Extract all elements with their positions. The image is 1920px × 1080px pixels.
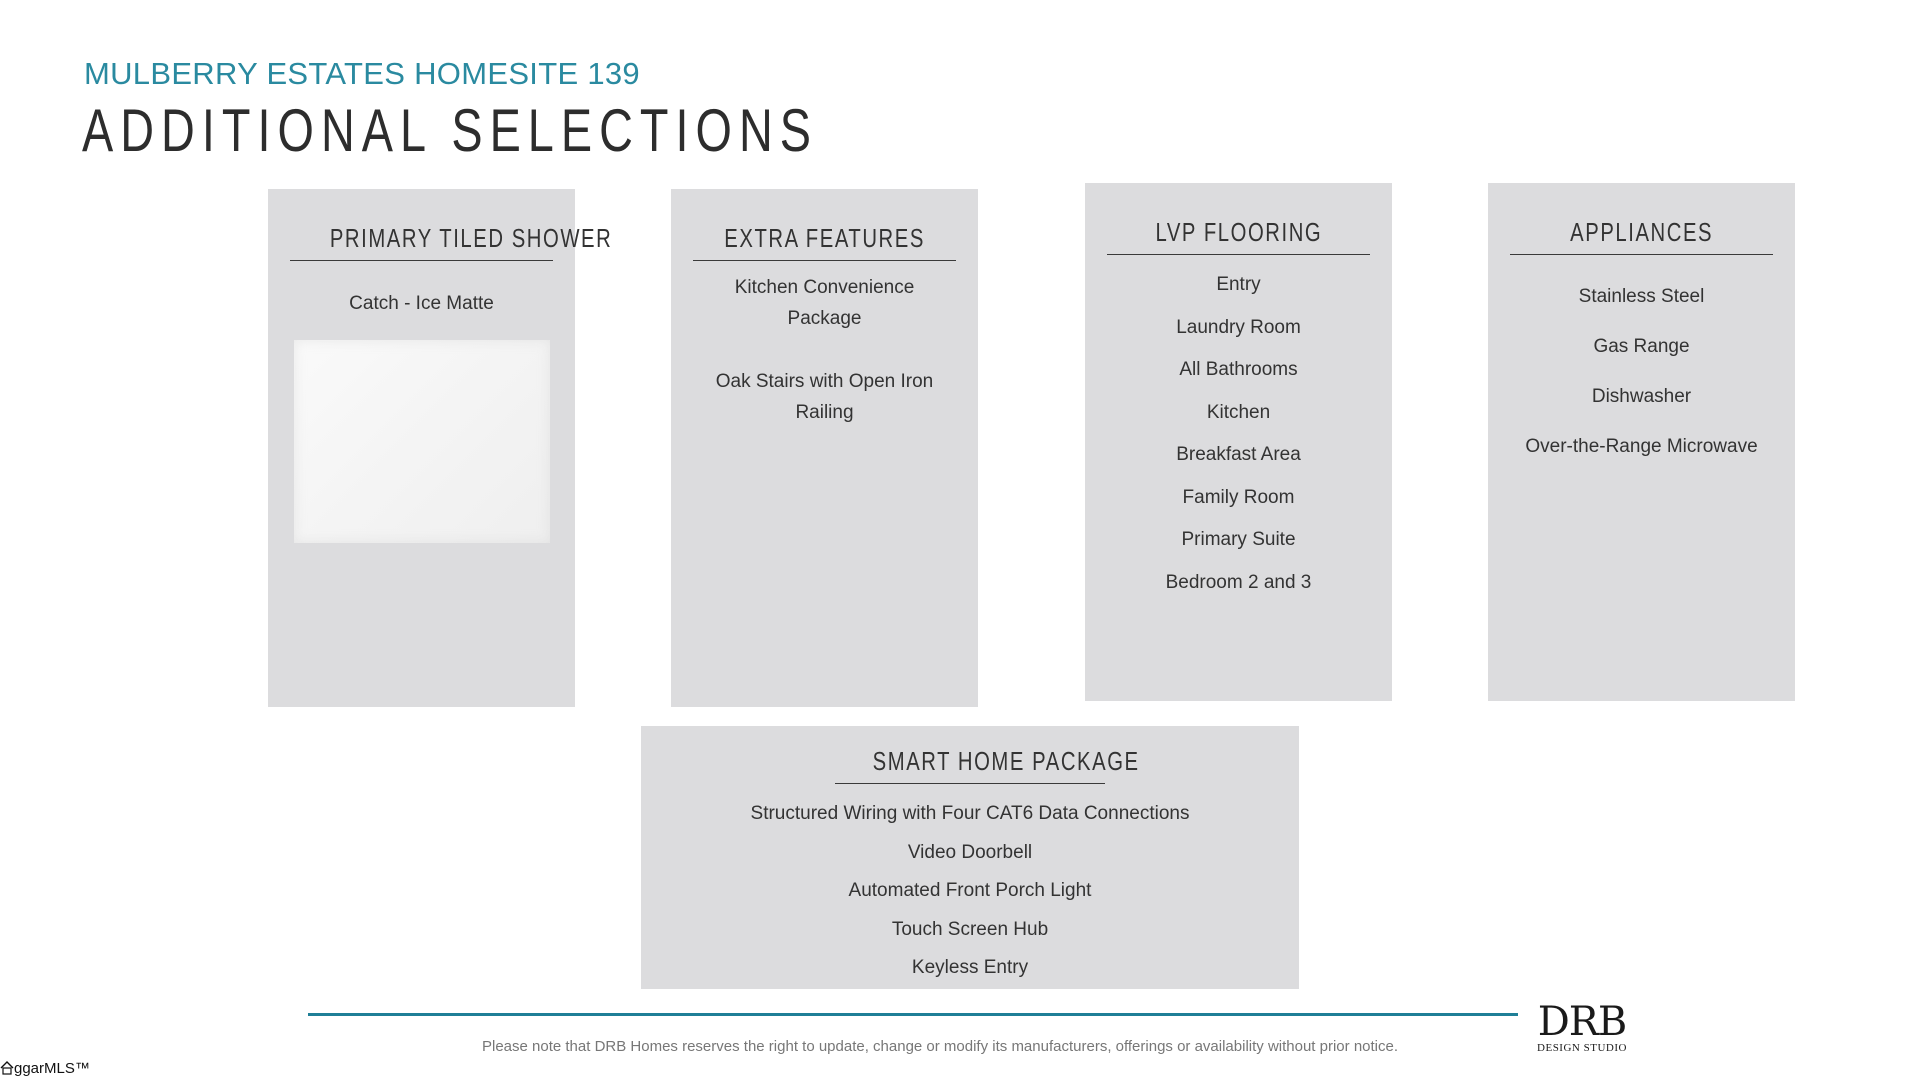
card-heading: SMART HOME PACKAGE [835,746,1105,784]
list-item: Automated Front Porch Light [848,880,1092,901]
list-item: Package [787,308,862,329]
list-item: Keyless Entry [911,957,1029,978]
logo-subtext: DESIGN STUDIO [1537,1042,1627,1054]
card-heading: EXTRA FEATURES [693,223,956,261]
list-item: Kitchen Convenience [734,277,915,298]
page-title: ADDITIONAL SELECTIONS [82,97,819,164]
card-appliances [1488,183,1795,701]
card-heading: APPLIANCES [1510,217,1773,255]
disclaimer-text: Please note that DRB Homes reserves the right to update, change or modify its manufacturers, offerings or availability without prior notice. [482,1038,1399,1055]
list-item: Dishwasher [1591,386,1692,407]
list-item: Primary Suite [1181,529,1296,550]
house-icon [0,1061,14,1075]
list-item: Over-the-Range Microwave [1525,436,1758,457]
list-item: Oak Stairs with Open Iron [715,371,934,392]
list-item: Video Doorbell [907,841,1033,863]
card-heading: PRIMARY TILED SHOWER [290,223,553,261]
list-item: All Bathrooms [1179,359,1298,380]
card-smart-home-package [641,726,1299,989]
tile-swatch-image [294,340,550,543]
homesite-subtitle: MULBERRY ESTATES HOMESITE 139 [84,56,640,91]
mls-watermark-text: ggarMLS™ [14,1060,90,1077]
card-heading: LVP FLOORING [1107,217,1370,255]
list-item: Stainless Steel [1578,286,1705,307]
list-item: Gas Range [1593,336,1690,357]
list-item: Touch Screen Hub [891,918,1049,940]
card-primary-tiled-shower [268,189,613,707]
drb-design-studio-logo [1532,999,1632,1054]
list-item: Catch - Ice Matte [349,293,494,314]
card-extra-features [671,189,978,707]
logo-mark: DRB [1537,999,1627,1045]
list-item: Entry [1216,274,1261,295]
list-item: Kitchen [1206,401,1271,423]
list-item: Bedroom 2 and 3 [1165,571,1312,593]
card-lvp-flooring [1085,183,1392,701]
list-item: Railing [795,402,854,423]
mls-watermark [0,1060,90,1077]
list-item: Laundry Room [1176,316,1301,338]
list-item: Breakfast Area [1176,444,1301,465]
footer-divider [308,1013,1518,1016]
list-item: Family Room [1182,486,1295,508]
list-item: Structured Wiring with Four CAT6 Data Connections [750,803,1190,824]
